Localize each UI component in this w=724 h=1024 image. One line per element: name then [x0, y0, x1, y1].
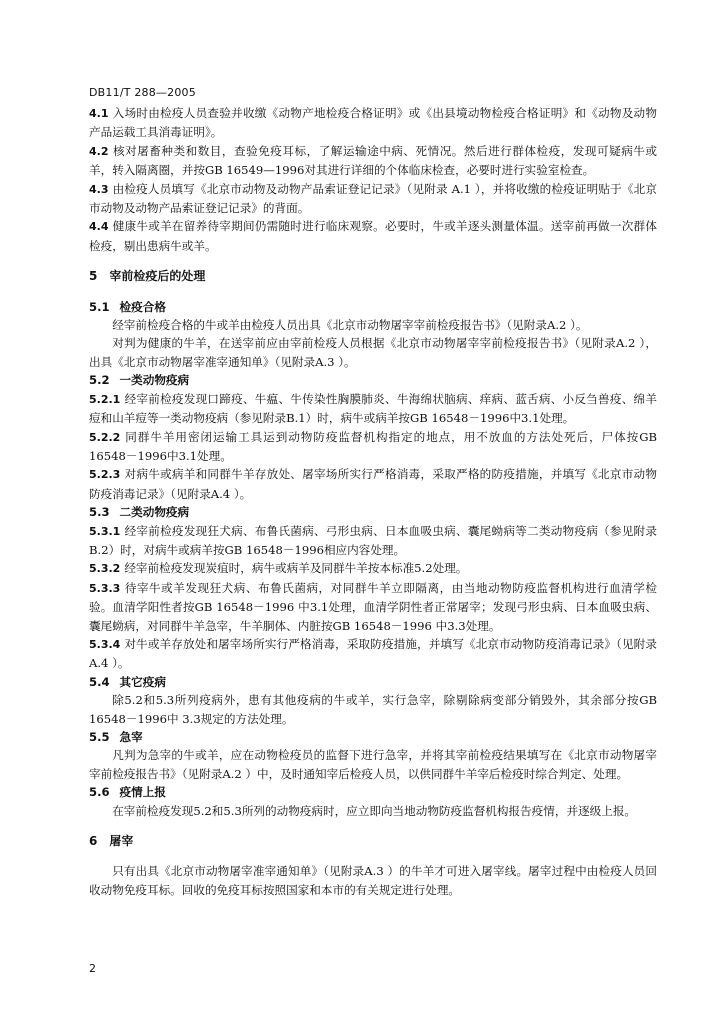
- clause-text: 经宰前检疫发现狂犬病、布鲁氏菌病、弓形虫病、日本血吸虫病、囊尾蚴病等二类动物疫病（参见附录B.2）时，对病牛或病羊按GB 16548－1996相应内容处理。: [89, 523, 657, 557]
- section-number: 6: [89, 834, 98, 849]
- clause-number: 5.3.2: [89, 562, 121, 576]
- clause-number: 4.4: [89, 220, 109, 234]
- clause-4-2: [89, 142, 657, 180]
- clause-5-2-1: [89, 390, 657, 428]
- document-id: DB11/T 288—2005: [89, 86, 196, 99]
- clause-number: 5.3.4: [89, 637, 121, 651]
- clause-text: 同群牛羊用密闭运输工具运到动物防疫监督机构指定的地点，用不放血的方法处死后，尸体按GB 16548－1996中3.1处理。: [89, 429, 657, 463]
- page-number: 2: [89, 962, 96, 975]
- clause-text: 对牛或羊存放处和屠宰场所实行严格消毒，采取防疫措施，并填写《北京市动物防疫消毒记录》（见附录A.4 ）。: [89, 636, 657, 671]
- clause-number: 4.2: [89, 144, 109, 158]
- clause-text: 入场时由检疫人员查验并收缴《动物产地检疫合格证明》或《出县境动物检疫合格证明》和《动物及动物产品运载工具消毒证明》。: [89, 106, 657, 140]
- clause-5-3-2: [89, 559, 657, 578]
- subsection-title: 检疫合格: [119, 299, 166, 314]
- subsection-number: 5.1: [89, 299, 110, 314]
- clause-number: 4.1: [89, 107, 109, 120]
- clause-text: 待宰牛或羊发现狂犬病、布鲁氏菌病，对同群牛羊立即隔离，由当地动物防疫监督机构进行血清学检验。血清学阳性者按GB 16548－1996 中3.1处理，血清学阴性者正常屠宰；发现弓形虫病、日本血吸虫病、囊尾蚴病，对同群牛羊急宰，牛羊胴体、内脏按GB 16548－1996 中3.3处理。: [89, 580, 657, 633]
- subsection-title: 急宰: [119, 730, 143, 744]
- clause-4-4: [89, 217, 657, 255]
- clause-number: 5.2.2: [89, 430, 121, 444]
- paragraph: 对判为健康的牛羊，在送宰前应由宰前检疫人员根据《北京市动物屠宰宰前检疫报告书》（见附录A.2 ），出具《北京市动物屠宰准宰通知单》（见附录A.3 ）。: [89, 336, 657, 369]
- section-title: 屠宰: [109, 834, 134, 849]
- clause-number: 5.3.3: [89, 581, 121, 595]
- clause-text: 经宰前检疫发现炭疽时，病牛或病羊及同群牛羊按本标准5.2处理。: [124, 561, 468, 576]
- clause-text: 核对屠畜种类和数目，查验免疫耳标，了解运输途中病、死情况。然后进行群体检疫，发现可疑病牛或羊，转入隔离圈，并按GB 16549—1996对其进行详细的个体临床检查，必要时进行实验室检查。: [89, 143, 657, 178]
- paragraph: 经宰前检疫合格的牛或羊由检疫人员出具《北京市动物屠宰宰前检疫报告书》（见附录A.2 ）。: [112, 318, 588, 333]
- clause-5-2-3: [89, 465, 657, 503]
- clause-5-3-1: [89, 522, 657, 560]
- clause-number: 5.2.1: [89, 392, 121, 406]
- subsection-5-1-heading: [89, 298, 657, 316]
- subsection-title: 一类动物疫病: [119, 373, 190, 388]
- paragraph: 只有出具《北京市动物屠宰准宰通知单》（见附录A.3 ）的牛羊才可进入屠宰线。屠宰过程中由检疫人员回收动物免疫耳标。回收的免疫耳标按照国家和本市的有关规定进行处理。: [89, 864, 657, 897]
- subsection-number: 5.4: [89, 674, 110, 689]
- clause-text: 健康牛或羊在留养待宰期间仍需随时进行临床观察。必要时，牛或羊逐头测量体温。送宰前再做一次群体检疫，剔出患病牛或羊。: [89, 219, 657, 253]
- section-title: 宰前检疫后的处理: [109, 269, 206, 284]
- clause-text: 由检疫人员填写《北京市动物及动物产品索证登记记录》（见附录 A.1 ），并将收缴的检疫证明贴于《北京市动物及动物产品索证登记记录》的背面。: [89, 181, 657, 216]
- paragraph: 除5.2和5.3所列疫病外，患有其他疫病的牛或羊，实行急宰，除剔除病变部分销毁外，其余部分按GB 16548－1996中 3.3规定的方法处理。: [89, 693, 657, 726]
- subsection-number: 5.5: [89, 730, 110, 744]
- subsection-5-6-heading: [89, 783, 657, 801]
- subsection-5-2-heading: [89, 371, 657, 389]
- clause-5-3-3: [89, 579, 657, 635]
- clause-5-3-4: [89, 635, 657, 673]
- subsection-5-3-heading: [89, 503, 657, 521]
- paragraph: 在宰前检疫发现5.2和5.3所列的动物疫病时，应立即向当地动物防疫监督机构报告疫情，并逐级上报。: [112, 803, 637, 818]
- subsection-title: 其它疫病: [119, 674, 166, 689]
- document-body: [89, 104, 657, 899]
- clause-text: 经宰前检疫发现口蹄疫、牛瘟、牛传染性胸膜肺炎、牛海绵状脑病、痒病、蓝舌病、小反刍兽疫、绵羊痘和山羊痘等一类动物疫病（参见附录B.1）时，病牛或病羊按GB 16548－1996中3.1处理。: [89, 391, 657, 426]
- subsection-5-5-heading: [89, 728, 657, 746]
- clause-4-1: [89, 104, 657, 142]
- clause-5-2-2: [89, 428, 657, 466]
- clause-number: 5.2.3: [89, 468, 121, 482]
- section-6-heading: [89, 832, 657, 850]
- paragraph: 凡判为急宰的牛或羊，应在动物检疫员的监督下进行急宰，并将其宰前检疫结果填写在《北京市动物屠宰宰前检疫报告书》（见附录A.2 ）中，及时通知宰后检疫人员，以供同群牛羊宰后检疫时综合判定、处理。: [89, 748, 657, 781]
- subsection-number: 5.2: [89, 373, 110, 388]
- clause-number: 4.3: [89, 182, 109, 196]
- subsection-number: 5.6: [89, 785, 110, 800]
- clause-number: 5.3.1: [89, 524, 121, 538]
- clause-4-3: [89, 180, 657, 218]
- subsection-title: 二类动物疫病: [119, 505, 190, 520]
- clause-text: 对病牛或病羊和同群牛羊存放处、屠宰场所实行严格消毒，采取严格的防疫措施，并填写《北京市动物防疫消毒记录》（见附录A.4 ）。: [89, 467, 657, 501]
- section-5-heading: [89, 267, 657, 285]
- subsection-number: 5.3: [89, 505, 110, 520]
- subsection-5-4-heading: [89, 673, 657, 691]
- section-number: 5: [89, 269, 98, 284]
- subsection-title: 疫情上报: [119, 785, 166, 800]
